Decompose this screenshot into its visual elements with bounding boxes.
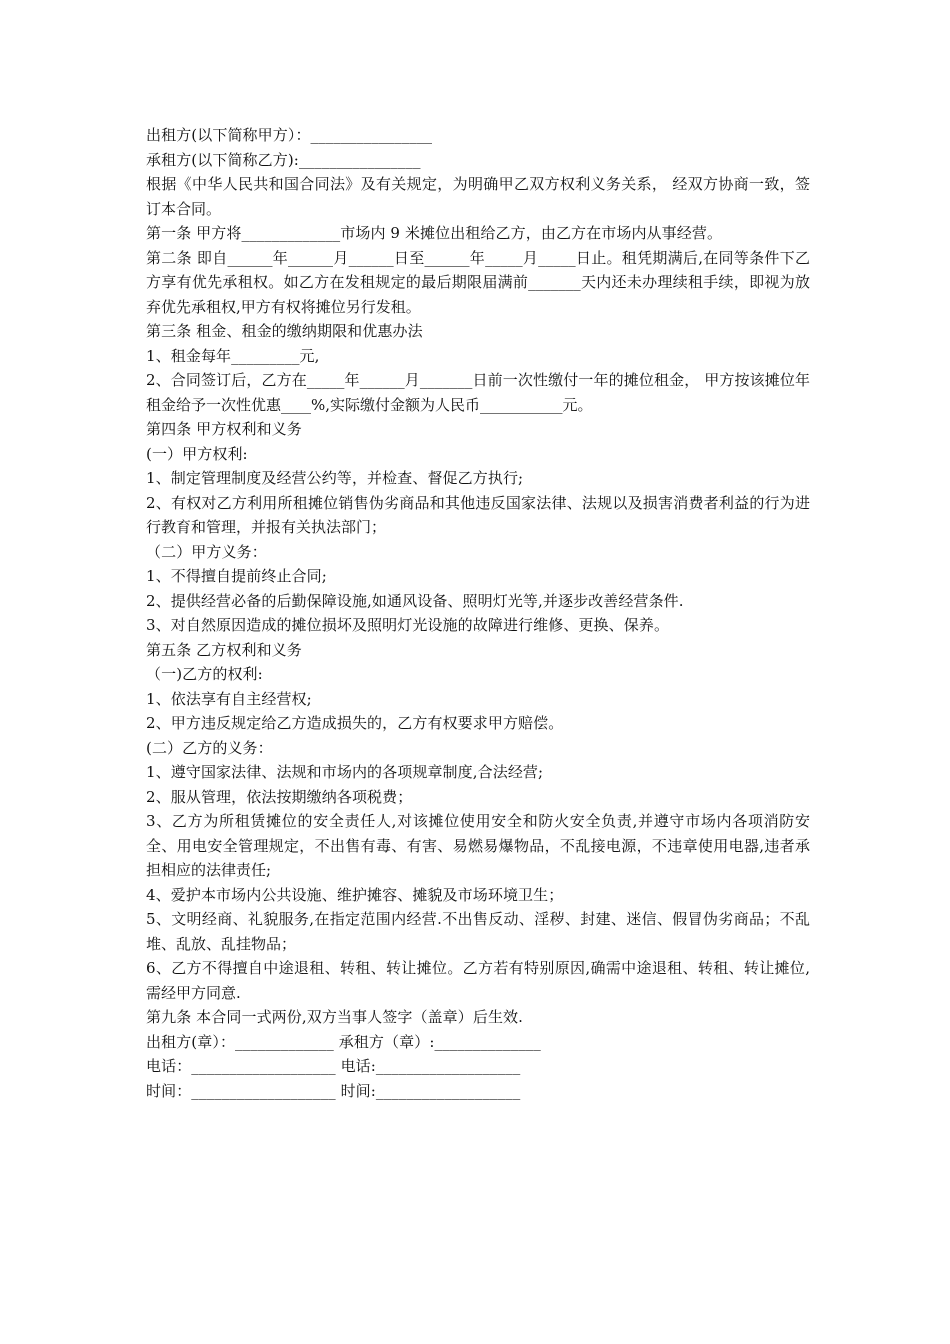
- article-3-item-2: 2、合同签订后，乙方在_____年______月_______日前一次性缴付一年的摊位租金， 甲方按该摊位年租金给予一次性优惠____%,实际缴付金额为人民币___________元。: [146, 371, 810, 414]
- article-3-item-1: 1、租金每年_________元,: [146, 346, 320, 365]
- party-b-right-2: 2、甲方违反规定给乙方造成损失的，乙方有权要求甲方赔偿。: [146, 714, 564, 732]
- party-a-duty-1: 1、不得擅自提前终止合同;: [146, 567, 327, 585]
- party-b-duty-1: 1、遵守国家法律、法规和市场内的各项规章制度,合法经营;: [146, 763, 544, 781]
- lessee-line: 承租方(以下简称乙方):________________: [146, 150, 421, 169]
- party-b-duty-5: 5、文明经商、礼貌服务,在指定范围内经营.不出售反动、淫秽、封建、迷信、假冒伪劣商品；不乱堆、乱放、乱挂物品；: [146, 910, 810, 953]
- party-a-right-2: 2、有权对乙方利用所租摊位销售伪劣商品和其他违反国家法律、法规以及损害消费者利益的行为进行教育和管理，并报有关执法部门；: [146, 493, 810, 536]
- phone-line: 电话：___________________ 电话:___________________: [146, 1057, 521, 1075]
- party-a-duty-2: 2、提供经营必备的后勤保障设施,如通风设备、照明灯光等,并逐步改善经营条件.: [146, 591, 684, 610]
- party-b-rights-heading: （一)乙方的权利:: [146, 665, 263, 683]
- party-b-duty-6: 6、乙方不得擅自中途退租、转租、转让摊位。乙方若有特别原因,确需中途退租、转租、转让摊位,需经甲方同意.: [146, 959, 810, 1002]
- contract-body: [146, 123, 810, 1103]
- party-a-duty-3: 3、对自然原因造成的摊位损坏及照明灯光设施的故障进行维修、更换、保养。: [146, 616, 670, 634]
- party-b-duty-2: 2、服从管理，依法按期缴纳各项税费；: [146, 787, 413, 806]
- party-a-rights-heading: (一）甲方权利:: [146, 444, 248, 463]
- party-b-duty-3: 3、乙方为所租赁摊位的安全责任人,对该摊位使用安全和防火安全负责,并遵守市场内各项消防安全、用电安全管理规定，不出售有毒、有害、易燃易爆物品，不乱接电源，不违章使用电器,违者承担相应的法律责任;: [146, 812, 810, 879]
- preamble: 根据《中华人民共和国合同法》及有关规定，为明确甲乙双方权利义务关系， 经双方协商一致，签订本合同。: [146, 175, 810, 218]
- article-2: 第二条 即自______年______月______日至______年_____月_____日止。租凭期满后,在同等条件下乙方享有优先承租权。如乙方在发租规定的最后期限届满前_______天内还未办理续租手续，即视为放弃优先承租权,甲方有权将摊位另行发租。: [146, 248, 810, 316]
- party-a-right-1: 1、制定管理制度及经营公约等，并检查、督促乙方执行;: [146, 469, 524, 487]
- lessor-line: 出租方(以下简称甲方）：________________: [146, 126, 433, 144]
- signature-line: 出租方(章）：_____________ 承租方（章）:______________: [146, 1032, 541, 1051]
- article-3-heading: 第三条 租金、租金的缴纳期限和优惠办法: [146, 322, 423, 340]
- party-a-duties-heading: （二）甲方义务：: [146, 542, 267, 561]
- article-9: 第九条 本合同一式两份,双方当事人签字（盖章）后生效.: [146, 1008, 524, 1026]
- article-4-heading: 第四条 甲方权利和义务: [146, 420, 302, 438]
- party-b-duties-heading: (二）乙方的义务：: [146, 738, 273, 757]
- date-line: 时间：___________________ 时间:___________________: [146, 1081, 521, 1100]
- party-b-duty-4: 4、爱护本市场内公共设施、维护摊容、摊貌及市场环境卫生；: [146, 885, 564, 904]
- article-5-heading: 第五条 乙方权利和义务: [146, 640, 302, 659]
- article-1: 第一条 甲方将_____________市场内 9 米摊位出租给乙方，由乙方在市场内从事经营。: [146, 224, 723, 242]
- party-b-right-1: 1、依法享有自主经营权;: [146, 689, 312, 708]
